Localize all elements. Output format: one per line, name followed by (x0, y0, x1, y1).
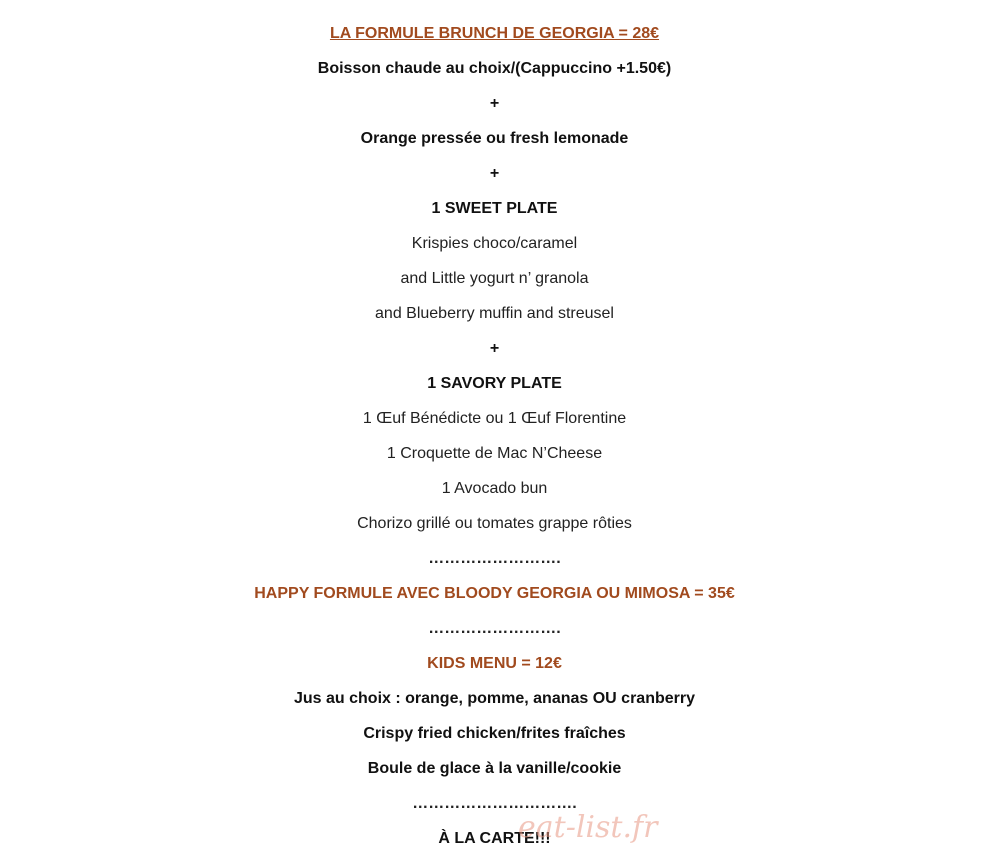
kids-menu-item: Crispy fried chicken/frites fraîches (363, 725, 626, 742)
brunch-formula-title: LA FORMULE BRUNCH DE GEORGIA = 28€ (329, 25, 660, 42)
dotted-separator: …………………………. (412, 795, 577, 812)
plus-separator: + (489, 165, 500, 182)
savory-plate-title: 1 SAVORY PLATE (427, 375, 562, 392)
savory-plate-item: 1 Croquette de Mac N’Cheese (386, 445, 603, 462)
savory-plate-item: 1 Avocado bun (441, 480, 548, 497)
happy-formula-title: HAPPY FORMULE AVEC BLOODY GEORGIA OU MIMOSA = 35€ (254, 585, 735, 602)
kids-menu-item: Jus au choix : orange, pomme, ananas OU cranberry (293, 690, 695, 707)
a-la-carte-title: À LA CARTE!!! (438, 830, 551, 847)
kids-menu-title: KIDS MENU = 12€ (427, 655, 562, 672)
sweet-plate-item: and Little yogurt n’ granola (400, 270, 589, 287)
savory-plate-item: 1 Œuf Bénédicte ou 1 Œuf Florentine (362, 410, 627, 427)
brunch-juice-line: Orange pressée ou fresh lemonade (360, 130, 629, 147)
watermark-logo: eat-list.fr (518, 810, 658, 845)
sweet-plate-item: Krispies choco/caramel (411, 235, 578, 252)
dotted-separator: ……………………. (428, 620, 561, 637)
dotted-separator: ……………………. (428, 550, 561, 567)
plus-separator: + (489, 95, 500, 112)
sweet-plate-title: 1 SWEET PLATE (431, 200, 558, 217)
plus-separator: + (489, 340, 500, 357)
kids-menu-item: Boule de glace à la vanille/cookie (367, 760, 622, 777)
brunch-drink-line: Boisson chaude au choix/(Cappuccino +1.50€) (317, 60, 672, 77)
sweet-plate-item: and Blueberry muffin and streusel (375, 305, 614, 322)
savory-plate-item: Chorizo grillé ou tomates grappe rôties (357, 515, 632, 532)
